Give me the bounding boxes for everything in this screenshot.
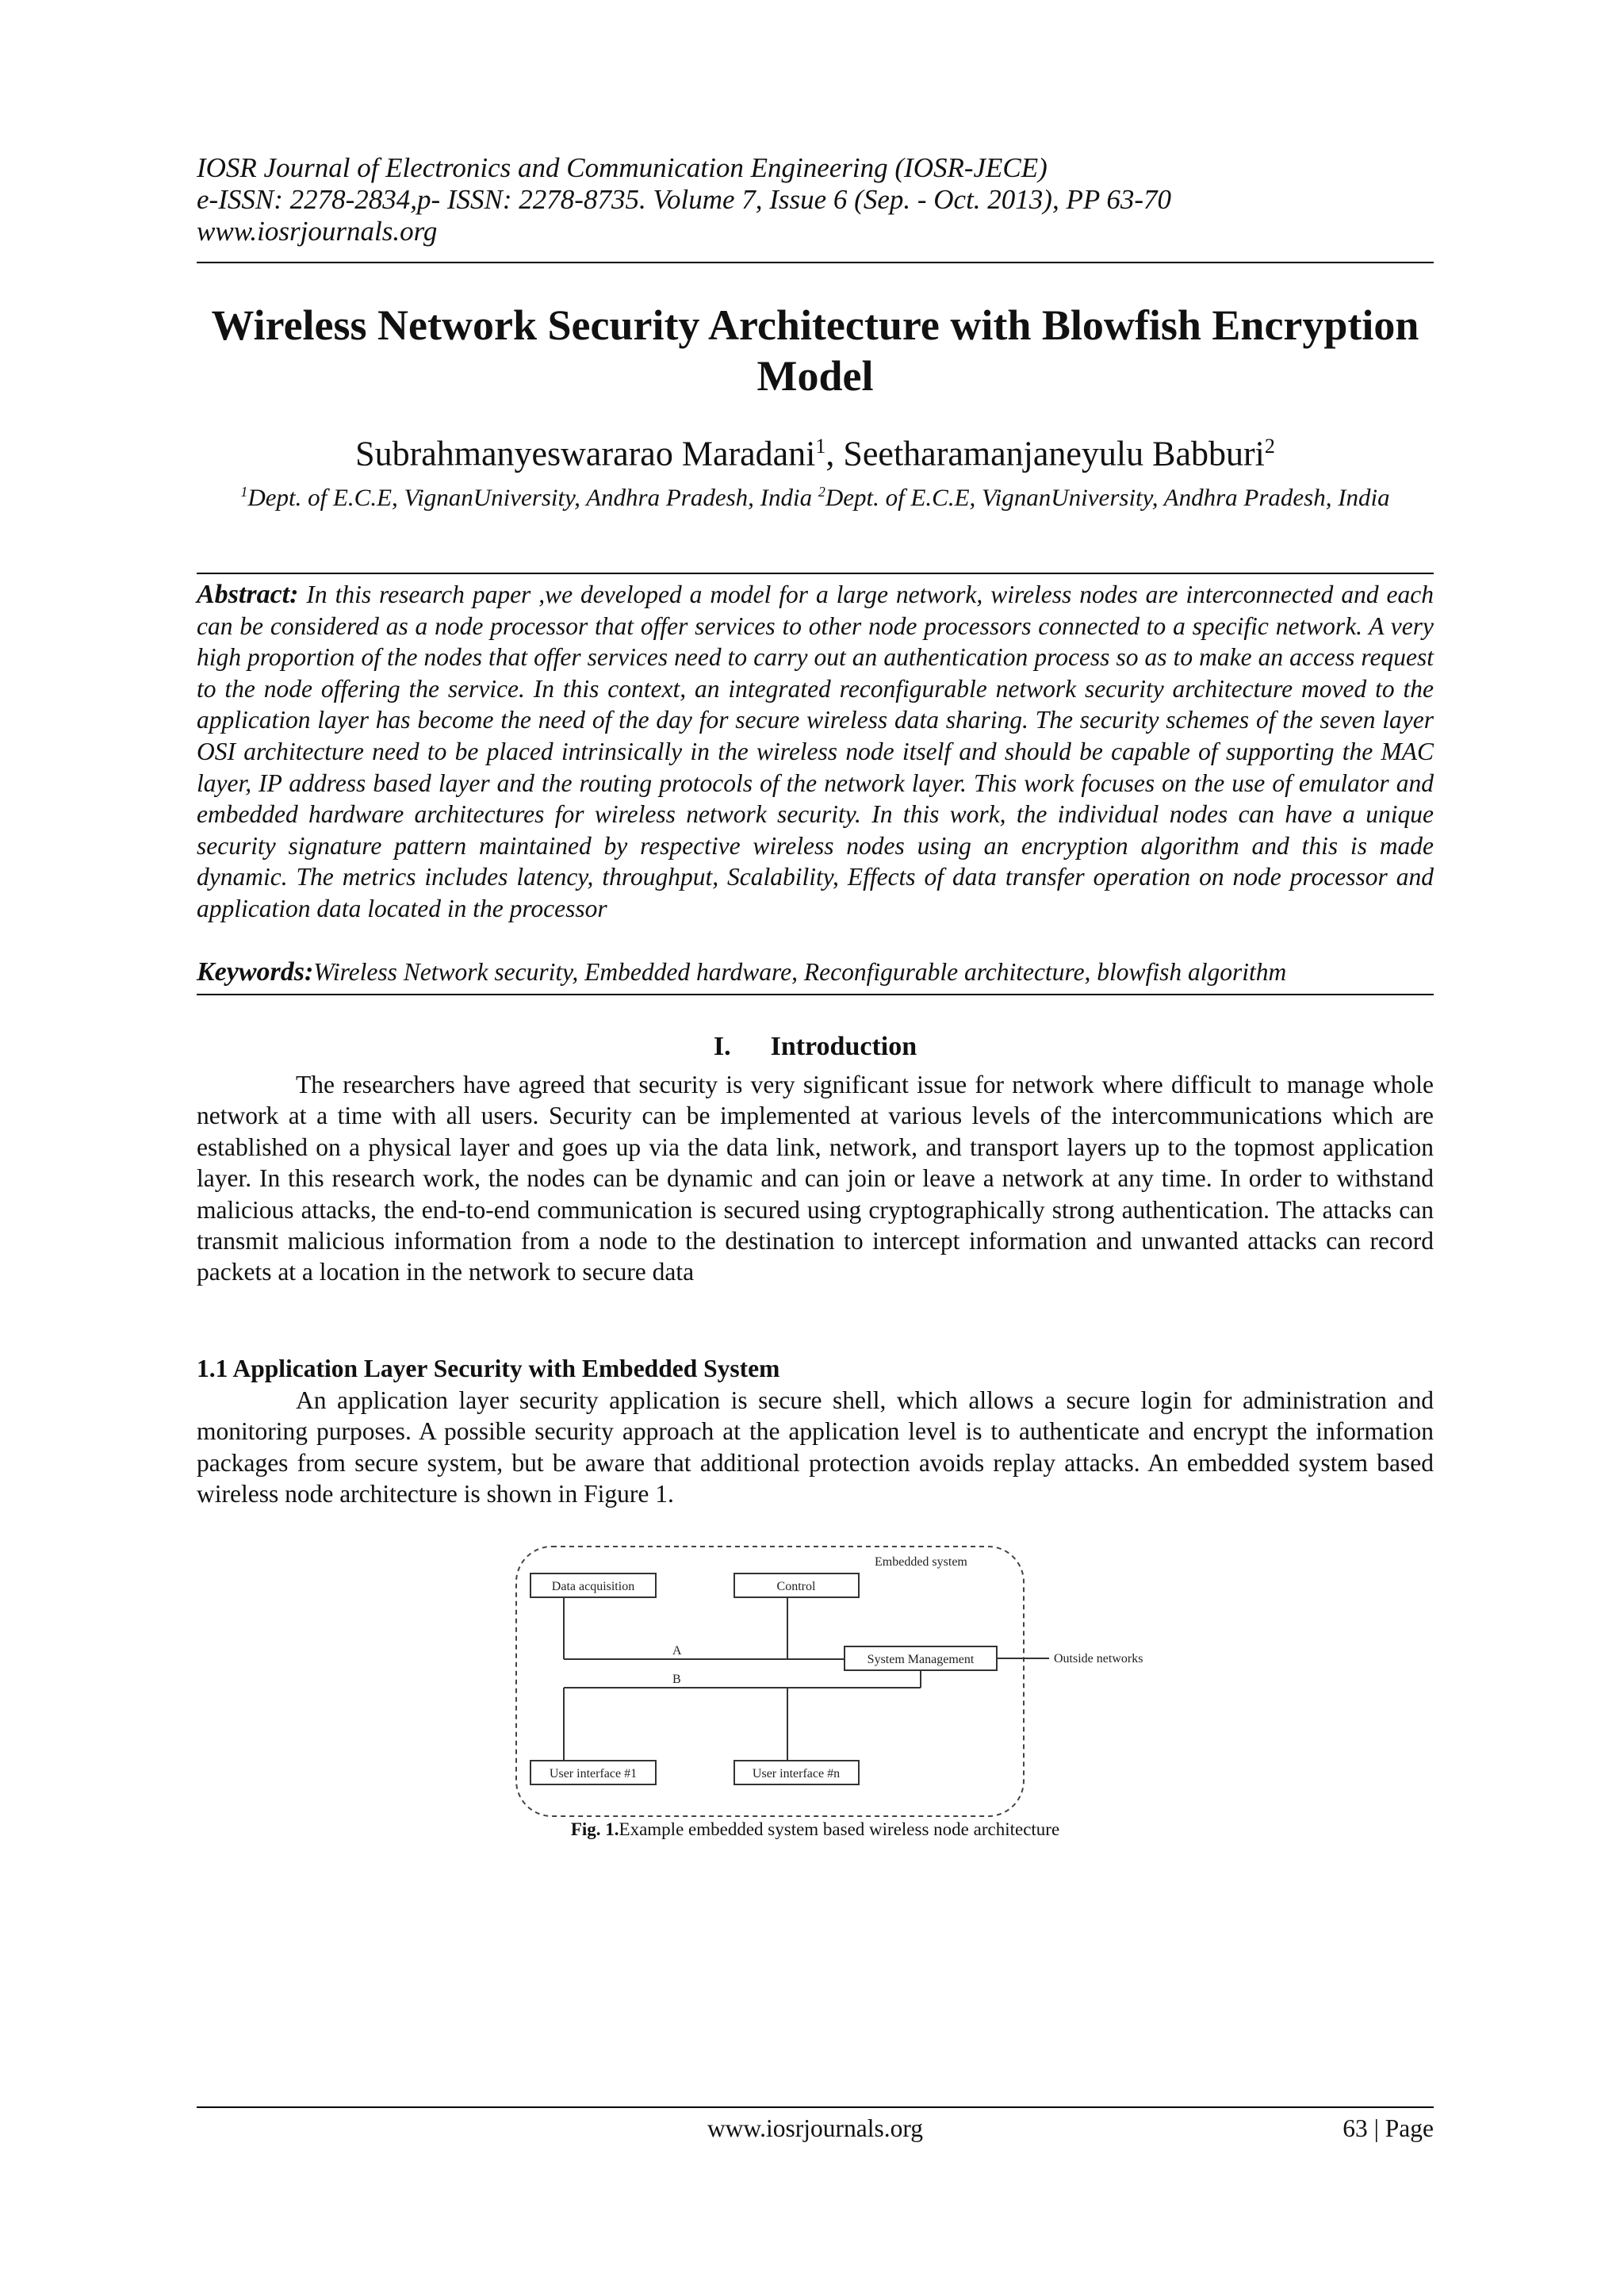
section-heading-introduction	[197, 1031, 1434, 1063]
system-management-label: System Management	[867, 1653, 975, 1666]
author-1-sup: 1	[815, 435, 826, 458]
abstract-top-divider	[197, 573, 1434, 574]
keywords	[197, 956, 1434, 988]
user-interface-1-label: User interface #1	[549, 1767, 638, 1780]
bus-a-label: A	[672, 1644, 682, 1658]
author-list	[197, 427, 1434, 474]
subsection-paragraph: An application layer security application is secure shell, which allows a secure login for administration and monitoring purposes. A possible security approach at the application level is to authenticate and encrypt the information packages from secure system, but be aware that additional protection avoids replay attacks. An embedded system based wireless node architecture is shown in Figure 1.	[197, 1386, 1434, 1508]
journal-header	[197, 152, 1434, 247]
keywords-text: Wireless Network security, Embedded hardware, Reconfigurable architecture, blowfish algorithm	[313, 958, 1287, 986]
author-2-sup: 2	[1264, 435, 1275, 458]
bus-b-label: B	[672, 1673, 681, 1686]
author-1: Subrahmanyeswararao Maradani	[355, 434, 816, 473]
figure-caption-text: Example embedded system based wireless node architecture	[619, 1819, 1060, 1839]
figure-1-caption	[197, 1818, 1434, 1842]
figure-caption-label: Fig. 1.	[570, 1819, 619, 1839]
journal-website: www.iosrjournals.org	[197, 216, 438, 247]
footer-divider	[197, 2106, 1434, 2108]
title-line-1: Wireless Network Security Architecture with Blowfish Encryption	[211, 301, 1419, 349]
abstract-label: Abstract:	[197, 580, 299, 609]
paper-title	[197, 300, 1434, 401]
subsection-heading: 1.1 Application Layer Security with Embedded System	[197, 1355, 780, 1382]
footer-page-number: 63 | Page	[1342, 2114, 1434, 2142]
figure-1-diagram	[502, 1539, 1350, 1832]
affiliation-1-sup: 1	[240, 484, 248, 500]
abstract	[197, 579, 1434, 925]
header-divider	[197, 262, 1434, 263]
outside-networks-label: Outside networks	[1054, 1652, 1143, 1665]
section-title: Introduction	[770, 1032, 917, 1061]
abstract-text: In this research paper ,we developed a model for a large network, wireless nodes are interconnected and each can be considered as a node processor that offer services to other node processors connected to a specific network. A very high proportion of the nodes that offer services need to carry out an authentication process so as to make an access request to the node offering the service. In this context, an integrated reconfigurable network security architecture moved to the application layer has become the need of the day for secure wireless data sharing. The security schemes of the seven layer OSI architecture need to be placed intrinsically in the wireless node itself and should be capable of supporting the MAC layer, IP address based layer and the routing protocols of the network layer. This work focuses on the use of emulator and embedded hardware architectures for wireless network security. In this work, the individual nodes can have a unique security signature pattern maintained by respective wireless nodes using an encryption algorithm and this is made dynamic. The metrics includes latency, throughput, Scalability, Effects of data transfer operation on node processor and application data located in the processor	[197, 581, 1434, 922]
journal-name: IOSR Journal of Electronics and Communication Engineering (IOSR-JECE)	[197, 152, 1048, 183]
author-separator: ,	[825, 434, 844, 473]
issn-line: e-ISSN: 2278-2834,p- ISSN: 2278-8735. Volume 7, Issue 6 (Sep. - Oct. 2013), PP 63-70	[197, 184, 1171, 215]
section-number: I.	[713, 1032, 731, 1061]
keywords-label: Keywords:	[197, 957, 314, 987]
abstract-bottom-divider	[197, 994, 1434, 995]
data-acquisition-label: Data acquisition	[551, 1580, 635, 1593]
footer-website: www.iosrjournals.org	[707, 2114, 924, 2142]
affiliation-1: Dept. of E.C.E, VignanUniversity, Andhra Pradesh, India	[247, 483, 818, 512]
affiliations	[197, 476, 1434, 513]
affiliation-2-sup: 2	[818, 484, 825, 500]
user-interface-n-label: User interface #n	[752, 1767, 841, 1780]
introduction-paragraph: The researchers have agreed that security is very significant issue for network where difficult to manage whole network at a time with all users. Security can be implemented at various levels of the intercommunications which are established on a physical layer and goes up via the data link, network, and transport layers up to the topmost application layer. In this research work, the nodes can be dynamic and can join or leave a network at any time. In order to withstand malicious attacks, the end-to-end communication is secured using cryptographically strong authentication. The attacks can transmit malicious information from a node to the destination to intercept information and unwanted attacks can record packets at a location in the network to secure data	[197, 1071, 1434, 1286]
embedded-system-label: Embedded system	[875, 1555, 967, 1569]
affiliation-2: Dept. of E.C.E, VignanUniversity, Andhra Pradesh, India	[825, 483, 1390, 512]
control-label: Control	[776, 1580, 816, 1593]
title-line-2: Model	[756, 352, 874, 400]
author-2: Seetharamanjaneyulu Babburi	[843, 434, 1265, 473]
